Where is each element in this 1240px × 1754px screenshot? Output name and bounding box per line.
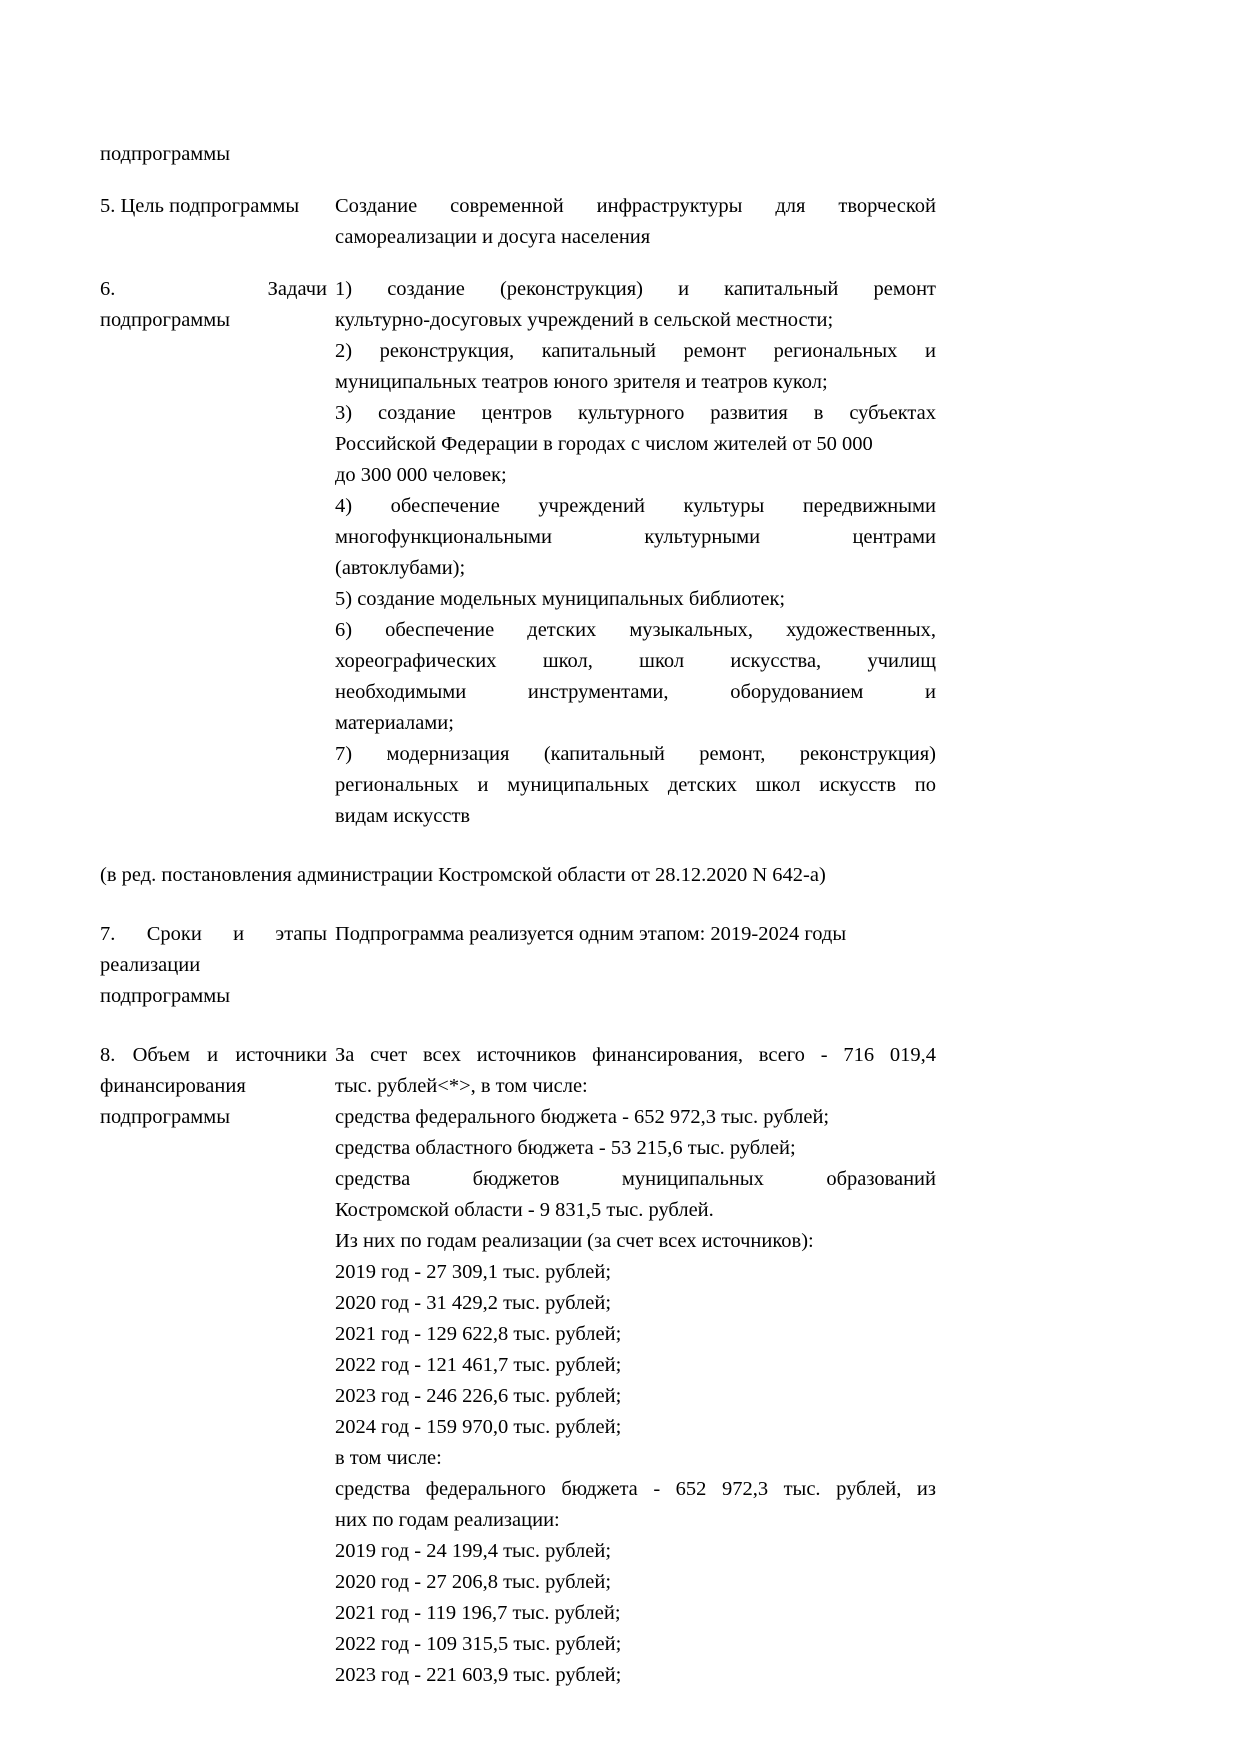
orphan-row (100, 139, 943, 170)
financing-line: средства федерального бюджета - 652 972,3 тыс. рублей, из (335, 1478, 936, 1500)
task-line: культурно-досуговых учреждений в сельской местности; (335, 309, 834, 331)
task-line: Российской Федерации в городах с числом жителей от 50 000 (335, 433, 873, 455)
task-line: необходимыми инструментами, оборудованием и (335, 681, 936, 703)
task-line: 5) создание модельных муниципальных библиотек; (335, 588, 786, 610)
row-terms-label-line-2: реализации (100, 954, 201, 976)
row-financing-label (100, 1040, 335, 1133)
row-tasks (100, 274, 943, 832)
task-line: 7) модернизация (капитальный ремонт, реконструкция) (335, 743, 936, 765)
financing-line: Костромской области - 9 831,5 тыс. рублей. (335, 1199, 714, 1221)
task-line: 3) создание центров культурного развития в субъектах (335, 402, 936, 424)
row-tasks-label (100, 274, 335, 336)
row-terms-value (335, 919, 936, 950)
financing-line: За счет всех источников финансирования, всего - 716 019,4 (335, 1044, 936, 1066)
row-goal-value (335, 191, 936, 253)
financing-line: 2023 год - 246 226,6 тыс. рублей; (335, 1385, 622, 1407)
row-terms-number: 7. (100, 923, 116, 945)
financing-line: них по годам реализации: (335, 1509, 560, 1531)
financing-line: 2020 год - 31 429,2 тыс. рублей; (335, 1292, 612, 1314)
row-terms-conjunction: и (233, 923, 245, 945)
task-line: 6) обеспечение детских музыкальных, художественных, (335, 619, 936, 641)
task-line: материалами; (335, 712, 454, 734)
financing-line: средства бюджетов муниципальных образований (335, 1168, 936, 1190)
financing-line: тыс. рублей<*>, в том числе: (335, 1075, 588, 1097)
row-goal (100, 191, 943, 253)
task-line: (автоклубами); (335, 557, 466, 579)
row-tasks-label-line-2: подпрограммы (100, 309, 231, 331)
spacer (100, 170, 943, 191)
task-line: до 300 000 человек; (335, 464, 507, 486)
task-line: многофункциональными культурными центрами (335, 526, 936, 548)
financing-line: 2023 год - 221 603,9 тыс. рублей; (335, 1664, 622, 1686)
financing-line: 2021 год - 129 622,8 тыс. рублей; (335, 1323, 622, 1345)
task-line: 2) реконструкция, капитальный ремонт региональных и (335, 340, 936, 362)
document-content (100, 139, 943, 1691)
task-line: 4) обеспечение учреждений культуры передвижными (335, 495, 936, 517)
row-financing-label-line-2: финансирования (100, 1075, 246, 1097)
task-line: муниципальных театров юного зрителя и театров кукол; (335, 371, 828, 393)
row-financing (100, 1040, 943, 1691)
financing-line: 2020 год - 27 206,8 тыс. рублей; (335, 1571, 612, 1593)
financing-line: 2019 год - 24 199,4 тыс. рублей; (335, 1540, 612, 1562)
spacer (100, 832, 943, 860)
financing-line: 2024 год - 159 970,0 тыс. рублей; (335, 1416, 622, 1438)
row-terms-label-line-3: подпрограммы (100, 985, 231, 1007)
row-tasks-number: 6. (100, 278, 116, 300)
row-financing-value (335, 1040, 936, 1691)
row-tasks-label-line-1 (100, 274, 327, 305)
orphan-label: подпрограммы (100, 143, 231, 165)
row-terms-word-2: этапы (275, 923, 327, 945)
row-financing-label-line-1: 8. Объем и источники (100, 1044, 327, 1066)
financing-line: 2022 год - 121 461,7 тыс. рублей; (335, 1354, 622, 1376)
row-terms (100, 919, 943, 1012)
row-terms-label-line-1 (100, 919, 327, 950)
spacer (100, 1012, 943, 1040)
spacer (100, 891, 943, 919)
amendment-note: (в ред. постановления администрации Костромской области от 28.12.2020 N 642-а) (100, 864, 826, 886)
financing-line: 2021 год - 119 196,7 тыс. рублей; (335, 1602, 621, 1624)
financing-line: Из них по годам реализации (за счет всех источников): (335, 1230, 814, 1252)
spacer (100, 253, 943, 274)
row-financing-label-line-3: подпрограммы (100, 1106, 231, 1128)
row-terms-word-1: Сроки (146, 923, 202, 945)
task-line: 1) создание (реконструкция) и капитальный ремонт (335, 278, 936, 300)
row-tasks-value (335, 274, 936, 832)
task-line: видам искусств (335, 805, 471, 827)
financing-line: 2022 год - 109 315,5 тыс. рублей; (335, 1633, 622, 1655)
financing-line: средства областного бюджета - 53 215,6 тыс. рублей; (335, 1137, 796, 1159)
terms-line: Подпрограмма реализуется одним этапом: 2019-2024 годы (335, 923, 847, 945)
goal-line-1: Создание современной инфраструктуры для творческой (335, 195, 936, 217)
row-goal-label: 5. Цель подпрограммы (100, 195, 300, 217)
financing-line: 2019 год - 27 309,1 тыс. рублей; (335, 1261, 612, 1283)
goal-line-2: самореализации и досуга населения (335, 226, 651, 248)
financing-line: средства федерального бюджета - 652 972,3 тыс. рублей; (335, 1106, 830, 1128)
row-terms-label (100, 919, 335, 1012)
task-line: хореографических школ, школ искусства, училищ (335, 650, 936, 672)
row-tasks-word: Задачи (267, 278, 327, 300)
task-line: региональных и муниципальных детских школ искусств по (335, 774, 936, 796)
financing-line: в том числе: (335, 1447, 442, 1469)
